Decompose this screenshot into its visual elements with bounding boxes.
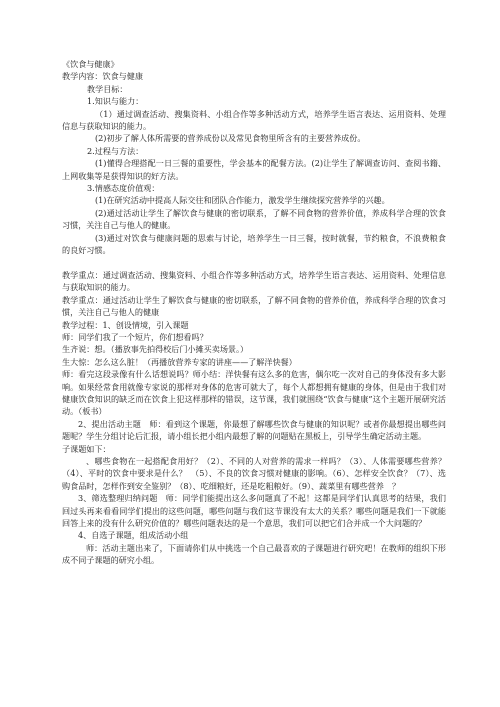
goal-1-heading: 1.知识与能力： <box>87 96 144 107</box>
step-4-heading: 4、自选子课题，组成活动小组 <box>78 530 189 541</box>
teacher-line-2: 师：看完这段录像有什么话想说吗？师小结：洋快餐有这么多的危害，偶尔吃一次对自己的身体没有多大影响。如果经常食用就像专家说的那样对身体的危害可就大了，每个人都想拥有健康的身体，但是由于我们对健康饮食知识的缺乏而在饮食上犯这样那样的错误，这节课，我们就围绕“饮食与健康”这个主题开展研究活动。（板书） <box>62 369 446 417</box>
student-line-1: 生齐说：想。（播放事先拍得校后门小摊买卖场景。） <box>62 344 249 355</box>
goal-2-heading: 2.过程与方法： <box>87 145 144 156</box>
goals-heading: 教学目标： <box>87 83 128 94</box>
subtopics-list: 、哪些食物在一起搭配食用好？（2）、不同的人对营养的需求一样吗？（3）、人体需要哪些营养？（4）、平时的饮食中要求是什么？ （5）、不良的饮食习惯对健康的影响。（6）、怎样安全饮食？（7）、选购食品时，怎样作到安全鉴别？（8）、吃细粮好，还是吃粗粮好。（9）、蔬菜里有哪些营养 ？ <box>62 455 446 491</box>
key-points-2: 教学重点：通过活动让学生了解饮食与健康的密切联系，了解不同食物的营养价值，养成科学合理的饮食习惯，关注自己与他人的健康 <box>62 294 446 318</box>
key-points: 教学重点：通过调查活动、搜集资料、小组合作等多种活动方式，培养学生语言表达、运用资料、处理信息与获取知识的能力。 <box>62 269 446 293</box>
step-2: 2、提出活动主题 师：看到这个课题，你最想了解哪些饮食与健康的知识呢？或者你最想提出哪些问题呢？学生分组讨论后汇报，请小组长把小组内最想了解的问题贴在黑板上，引导学生确定活动主题。 <box>62 418 446 442</box>
goal-1-item-2: (2)初步了解人体所需要的营养成份以及常见食物里所含有的主要营养成份。 <box>95 133 366 144</box>
step-4-body: 师：活动主题出来了，下面请你们从中挑选一个自己最喜欢的子课题进行研究吧！在教师的组织下形成不同子课题的研究小组。 <box>62 542 446 566</box>
goal-3-item-3: (3)通过对饮食与健康问题的思索与讨论，培养学生一日三餐，按时就餐，节约粮食，不浪费粮食的良好习惯。 <box>62 232 446 256</box>
subtopics-heading: 子课题如下： <box>62 443 111 454</box>
student-line-2: 生大惊：怎么这么脏！（再播放营养专家的讲座——了解洋快餐） <box>62 356 297 367</box>
goal-3-item-2: (2)通过活动让学生了解饮食与健康的密切联系，了解不同食物的营养价值，养成科学合理的饮食习惯，关注自己与他人的健康。 <box>62 207 446 231</box>
goal-1-item-1: （1）通过调查活动、搜集资料、小组合作等多种活动方式，培养学生语言表达、运用资料、处理信息与获取知识的能力。 <box>62 108 446 132</box>
document-body <box>62 58 446 567</box>
step-3: 3、筛选整理归纳问题 师：同学们能提出这么多问题真了不起！这都是同学们认真思考的结果，我们回过头再来看看同学们提出的这些问题，哪些问题与我们这节课没有太大的关系？哪些问题是我们一下就能回答上来的没有什么研究价值的？哪些问题表达的是一个意思，我们可以把它们合并成一个大问题的？ <box>62 493 446 529</box>
teaching-process: 教学过程：1、创设情境，引入课题 <box>62 319 189 330</box>
goal-3-item-1: (1)在研究活动中提高人际交往和团队合作能力，激发学生继续探究营养学的兴趣。 <box>95 195 390 206</box>
goal-2-item-1: (1)懂得合理搭配一日三餐的重要性，学会基本的配餐方法。(2)让学生了解调查访问、查阅书籍、上网收集等是获得知识的好方法。 <box>62 158 446 181</box>
doc-title: 《饮食与健康》 <box>62 59 119 69</box>
teacher-line-1: 师：同学们我了一个短片，你们想看吗？ <box>62 331 208 342</box>
goal-3-heading: 3.情感态度价值观： <box>87 183 160 194</box>
teaching-content: 教学内容：饮食与健康 <box>62 71 143 82</box>
